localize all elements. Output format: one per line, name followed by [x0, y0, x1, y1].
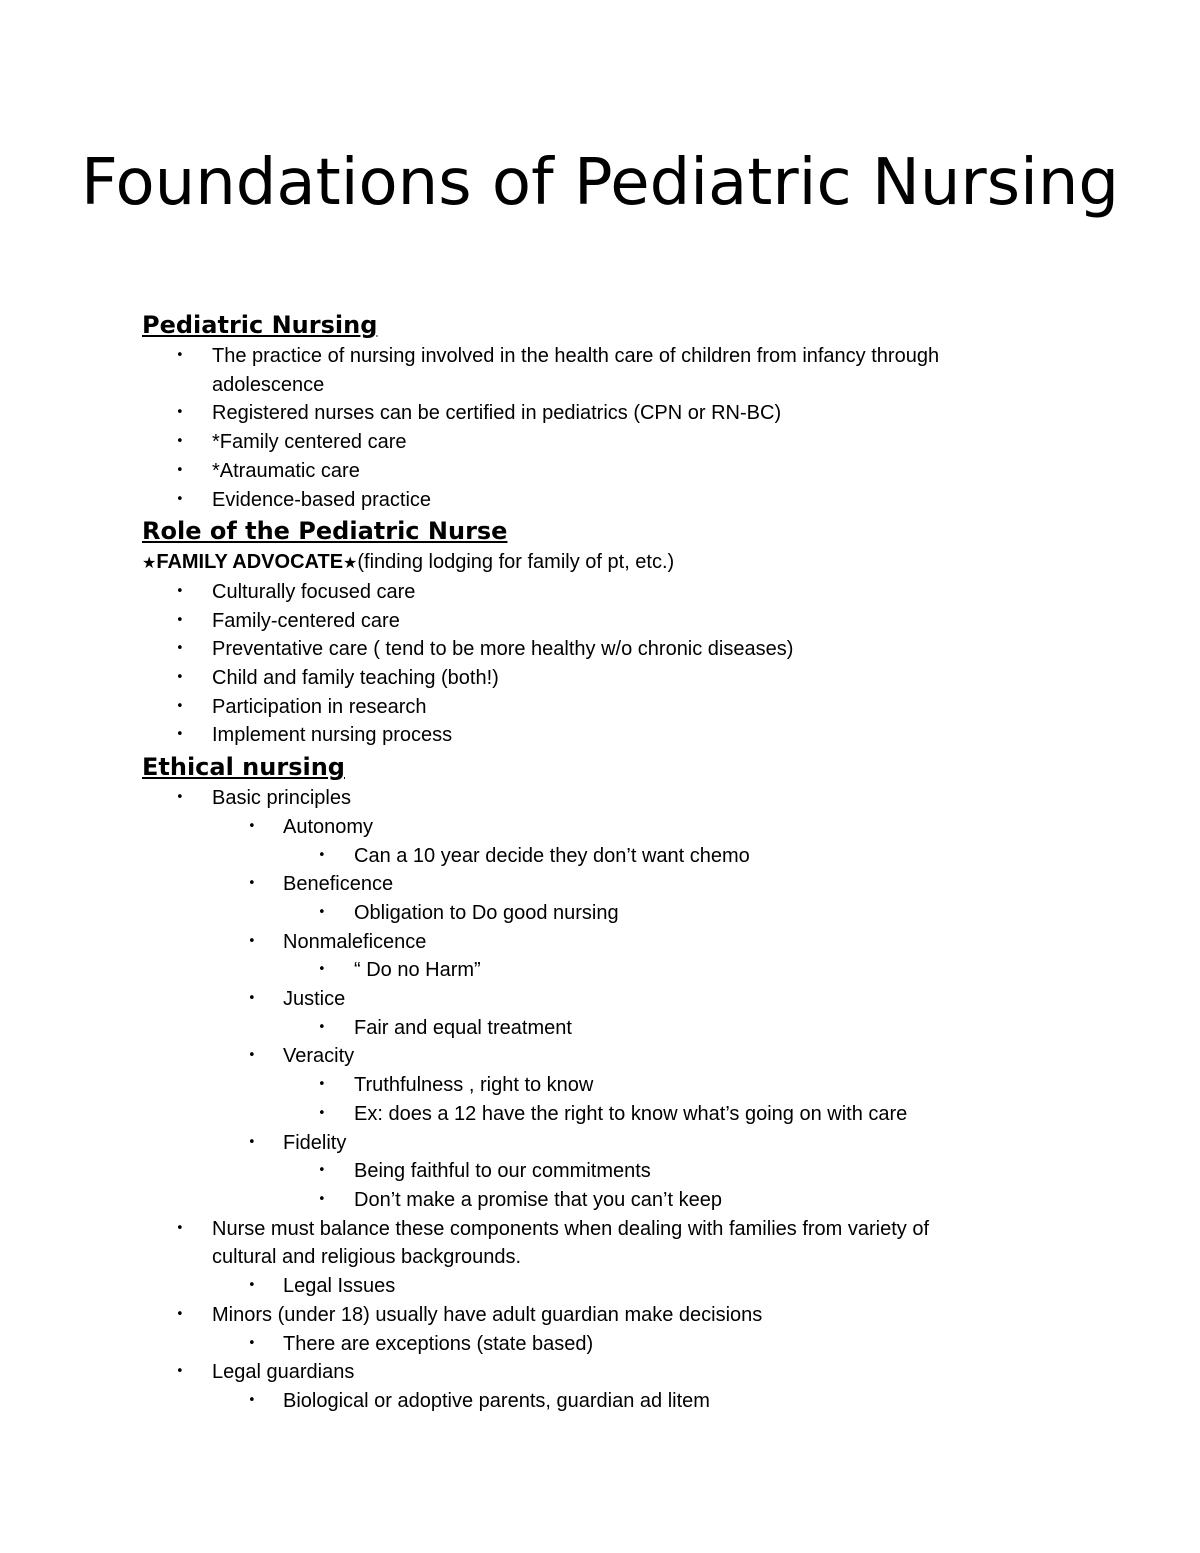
bullet-icon: • — [176, 1220, 184, 1236]
list-item-text: Preventative care ( tend to be more healthy w/o chronic diseases) — [212, 638, 794, 661]
bullet-icon: • — [176, 727, 184, 743]
list-item-text: Nonmaleficence — [283, 930, 427, 953]
list-item — [142, 1387, 1042, 1416]
list-item — [142, 721, 1042, 750]
bullet-icon: • — [318, 1077, 326, 1093]
bullet-icon: • — [176, 583, 184, 599]
list-item-text: Justice — [283, 988, 346, 1011]
bullet-icon: • — [248, 1048, 256, 1064]
bullet-icon: • — [176, 1306, 184, 1322]
star-icon: ★ — [142, 553, 157, 573]
list-item-text: Autonomy — [283, 815, 374, 838]
list-item — [142, 664, 1042, 693]
bullet-icon: • — [318, 847, 326, 863]
list-item — [142, 1358, 1042, 1387]
list-item — [142, 985, 1042, 1014]
bullet-icon: • — [248, 1278, 256, 1294]
list-item-text: Registered nurses can be certified in pediatrics (CPN or RN-BC) — [212, 402, 782, 425]
list-item-text: There are exceptions (state based) — [283, 1332, 594, 1355]
list-item — [142, 813, 1042, 842]
document-title: Foundations of Pediatric Nursing — [80, 146, 1120, 220]
list-item — [142, 870, 1042, 899]
list-item-text: Implement nursing process — [212, 724, 453, 747]
list-item-text: Truthfulness , right to know — [354, 1074, 594, 1097]
list-item-text: Legal Issues — [283, 1275, 396, 1298]
bullet-icon: • — [248, 991, 256, 1007]
list-item — [142, 1215, 1042, 1244]
bullet-icon: • — [248, 876, 256, 892]
list-item-text: Culturally focused care — [212, 580, 416, 603]
list-item-text: Family-centered care — [212, 609, 400, 632]
list-item — [142, 1014, 1042, 1043]
bullet-icon: • — [176, 405, 184, 421]
list-item-text: Fair and equal treatment — [354, 1016, 572, 1039]
list-item-text: “ Do no Harm” — [354, 959, 481, 982]
list-item-text: Legal guardians — [212, 1361, 355, 1384]
list-item-text: The practice of nursing involved in the health care of children from infancy through — [212, 345, 940, 367]
list-item — [142, 784, 1042, 813]
list-item-text: adolescence — [212, 373, 325, 396]
list-item — [142, 1272, 1042, 1301]
list-item-continuation — [142, 1243, 1042, 1272]
bullet-icon: • — [176, 434, 184, 450]
list-item-text: Evidence-based practice — [212, 488, 432, 511]
bullet-icon: • — [176, 1364, 184, 1380]
bullet-icon: • — [318, 962, 326, 978]
bullet-icon: • — [248, 1335, 256, 1351]
bullet-icon: • — [176, 790, 184, 806]
bullet-icon: • — [176, 612, 184, 628]
list-item-text: cultural and religious backgrounds. — [212, 1246, 522, 1269]
bullet-icon: • — [318, 1163, 326, 1179]
family-advocate-label: FAMILY ADVOCATE — [156, 551, 344, 574]
list-item-continuation — [142, 371, 1042, 400]
list-item — [142, 342, 1042, 371]
list-item-text: Ex: does a 12 have the right to know what’s going on with care — [354, 1102, 908, 1125]
list-item-text: Obligation to Do good nursing — [354, 901, 619, 924]
list-item — [142, 899, 1042, 928]
bullet-icon: • — [318, 904, 326, 920]
list-item — [142, 956, 1042, 985]
list-item-text: Minors (under 18) usually have adult guardian make decisions — [212, 1303, 763, 1326]
list-item — [142, 428, 1042, 457]
list-item-text: Don’t make a promise that you can’t keep — [354, 1188, 722, 1211]
bullet-icon: • — [248, 933, 256, 949]
list-item-text: Participation in research — [212, 695, 427, 718]
bullet-icon: • — [318, 1105, 326, 1121]
list-item-text: Beneficence — [283, 873, 394, 896]
list-item — [142, 1330, 1042, 1359]
section-heading: Role of the Pediatric Nurse — [142, 517, 508, 546]
list-item-text: Fidelity — [283, 1131, 347, 1154]
bullet-icon: • — [176, 491, 184, 507]
list-item — [142, 693, 1042, 722]
bullet-icon: • — [176, 670, 184, 686]
star-icon: ★ — [343, 553, 358, 573]
list-item-text: *Atraumatic care — [212, 459, 360, 482]
bullet-icon: • — [318, 1191, 326, 1207]
list-item — [142, 1100, 1042, 1129]
list-item-text: Nurse must balance these components when dealing with families from variety of — [212, 1217, 930, 1240]
list-item — [142, 1129, 1042, 1158]
bullet-icon: • — [176, 462, 184, 478]
list-item-text: Child and family teaching (both!) — [212, 667, 499, 690]
list-item — [142, 635, 1042, 664]
list-item — [142, 457, 1042, 486]
list-item — [142, 1186, 1042, 1215]
list-item-text: *Family centered care — [212, 431, 407, 454]
list-item — [142, 1157, 1042, 1186]
section-heading: Ethical nursing — [142, 753, 345, 782]
list-item-text: Veracity — [283, 1045, 355, 1068]
bullet-icon: • — [248, 818, 256, 834]
bullet-icon: • — [176, 348, 184, 363]
family-advocate-note: (finding lodging for family of pt, etc.) — [357, 551, 675, 574]
list-item — [142, 1071, 1042, 1100]
list-item — [142, 486, 1042, 515]
list-item-text: Basic principles — [212, 787, 351, 810]
family-advocate-line — [142, 548, 1042, 578]
bullet-icon: • — [248, 1392, 256, 1408]
bullet-icon: • — [318, 1019, 326, 1035]
bullet-icon: • — [248, 1134, 256, 1150]
list-item — [142, 607, 1042, 636]
list-item — [142, 399, 1042, 428]
bullet-icon: • — [176, 641, 184, 657]
list-item — [142, 842, 1042, 871]
list-item — [142, 928, 1042, 957]
list-item-text: Can a 10 year decide they don’t want chemo — [354, 844, 750, 867]
list-item-text: Biological or adoptive parents, guardian ad litem — [283, 1389, 710, 1412]
section-heading: Pediatric Nursing — [142, 311, 378, 339]
list-item-text: Being faithful to our commitments — [354, 1160, 651, 1183]
list-item — [142, 1042, 1042, 1071]
list-item — [142, 1301, 1042, 1330]
document-body — [142, 308, 1042, 1416]
list-item — [142, 578, 1042, 607]
bullet-icon: • — [176, 698, 184, 714]
